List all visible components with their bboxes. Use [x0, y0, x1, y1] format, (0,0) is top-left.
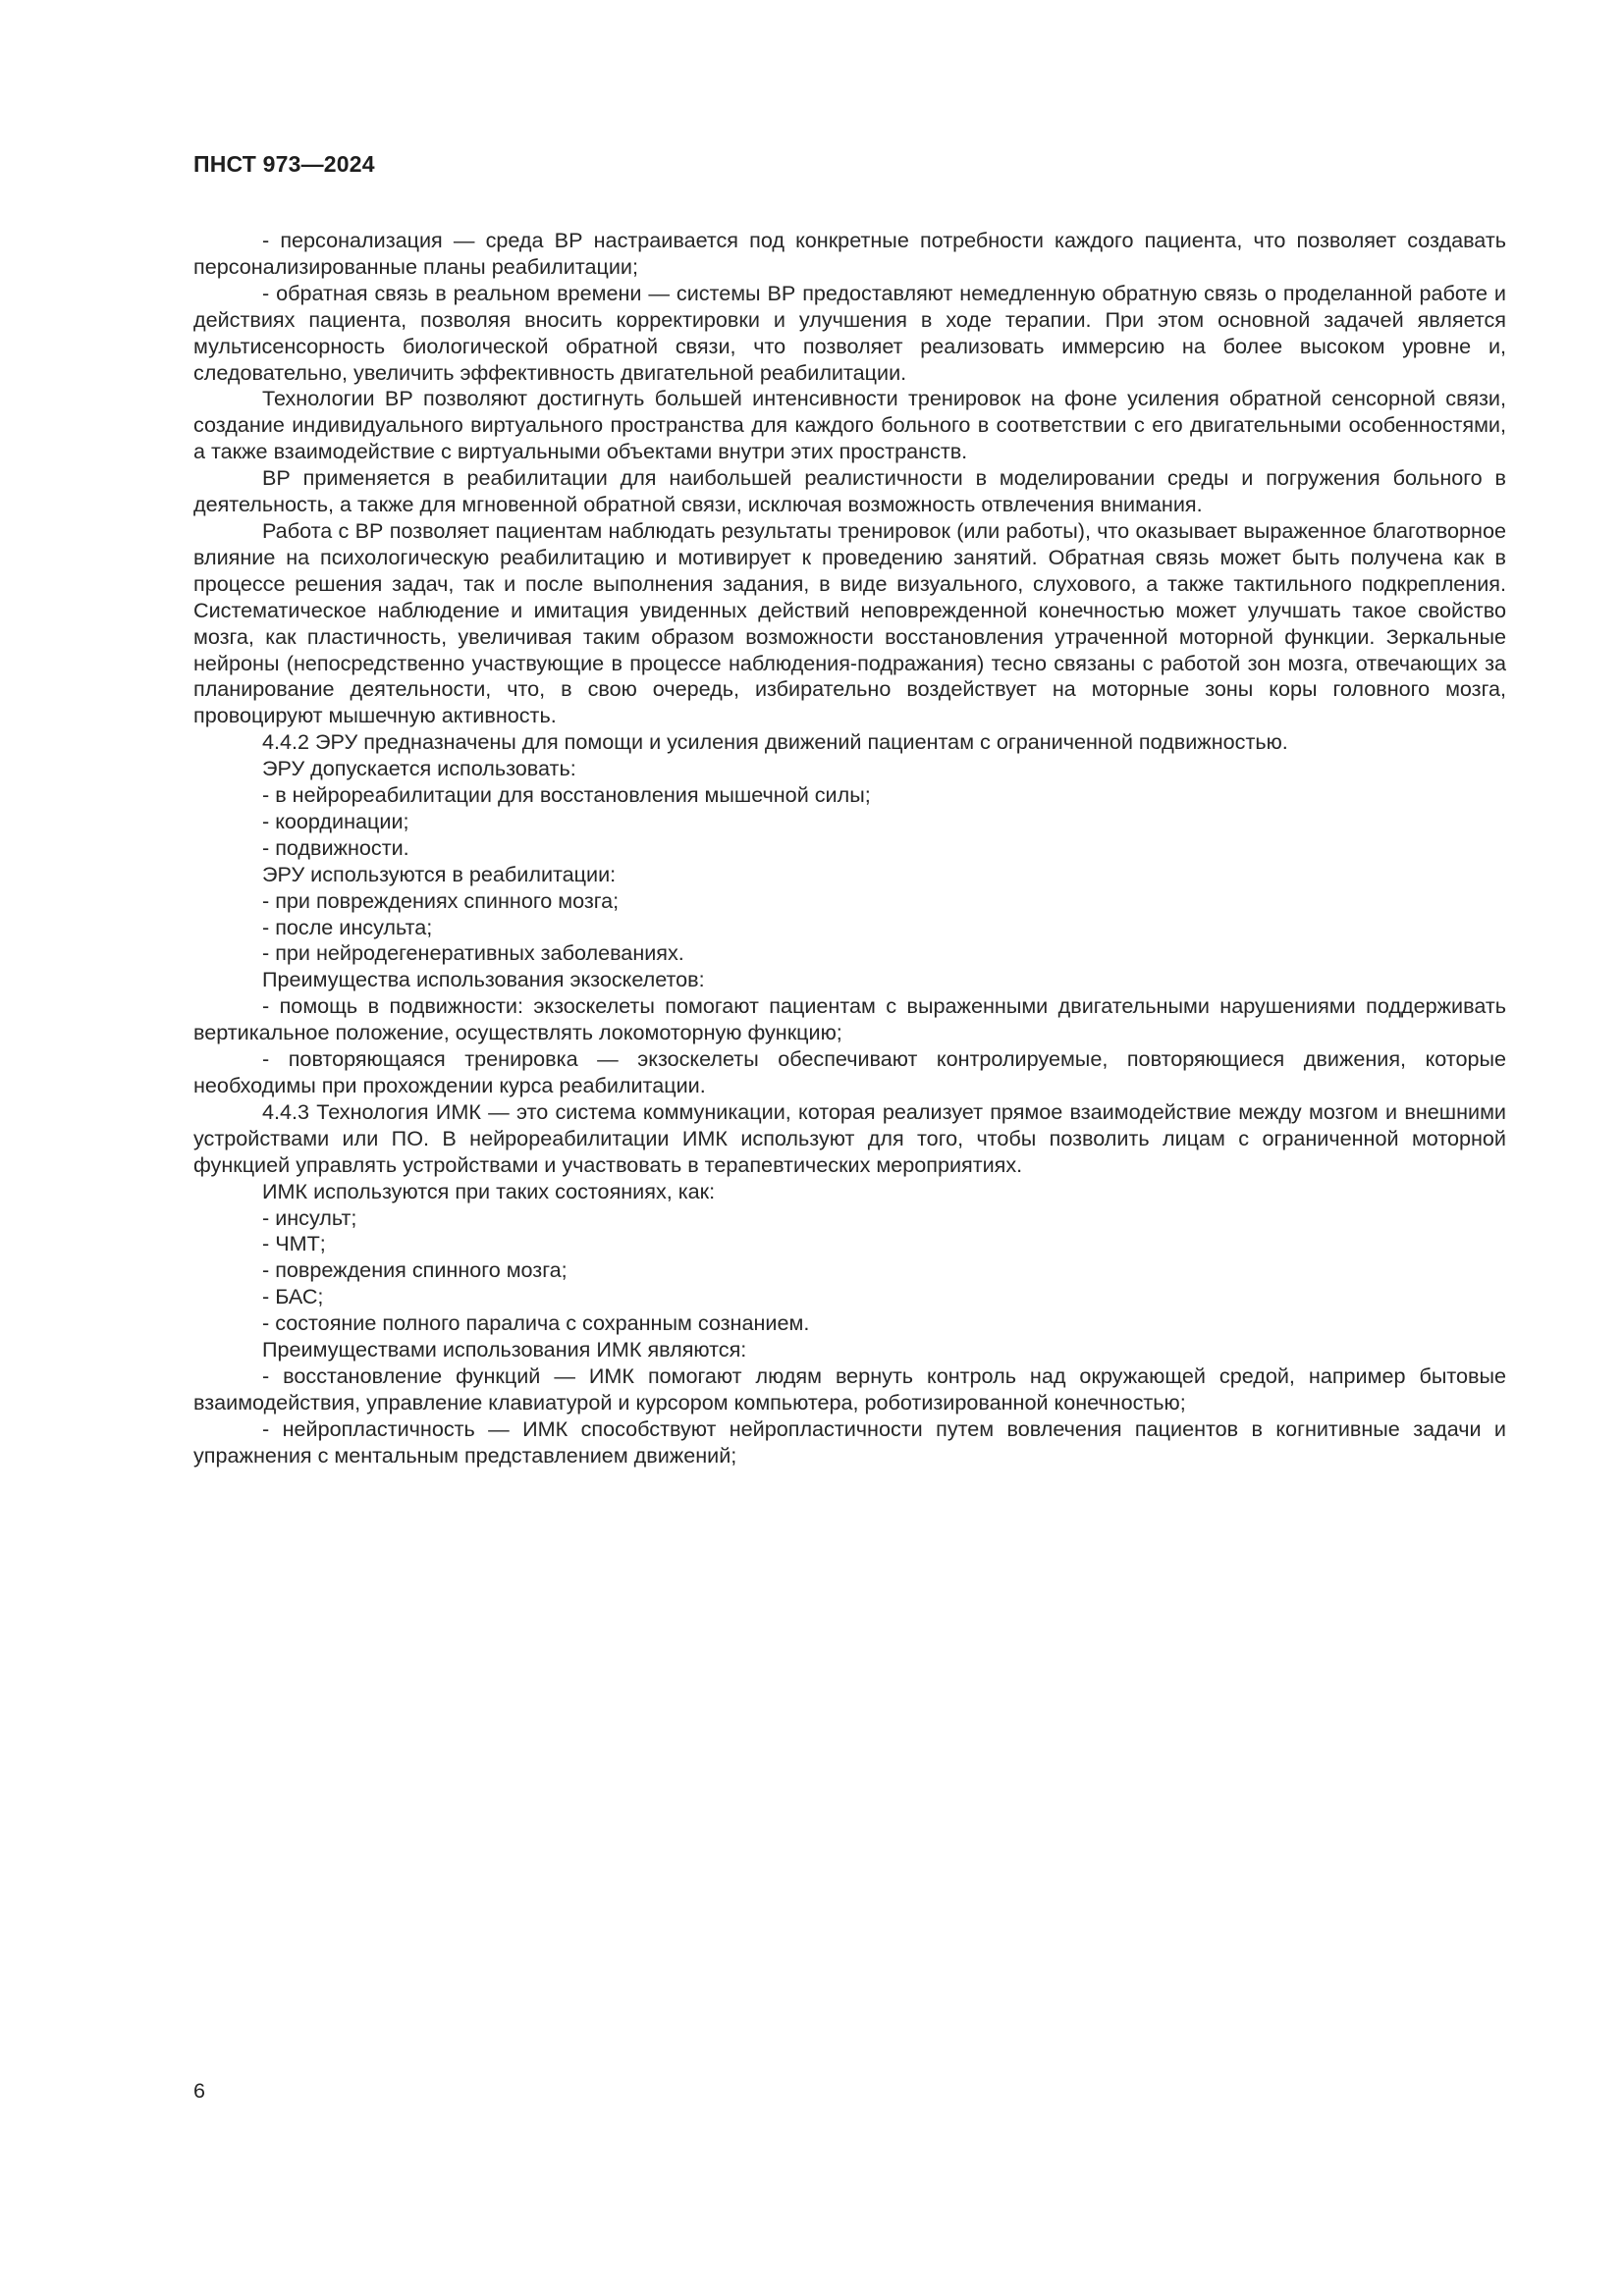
text-line: - повреждения спинного мозга;	[262, 1257, 568, 1283]
text-line: - состояние полного паралича с сохранным сознанием.	[262, 1310, 810, 1336]
list-item: - персонализация — среда ВР настраивается под конкретные потребности каждого пациента, что позволяет создавать персонализированные планы реабилитации;	[193, 228, 1506, 279]
text-line: ЭРУ используются в реабилитации:	[262, 861, 617, 886]
list-item: - восстановление функций — ИМК помогают людям вернуть контроль над окружающей средой, например бытовые взаимодействия, управление клавиатурой и курсором компьютера, роботизированной конечностью;	[193, 1362, 1506, 1415]
paragraph: Технологии ВР позволяют достигнуть большей интенсивности тренировок на фоне усиления обратной сенсорной связи, создание индивидуального виртуального пространства для каждого больного в соответствии с его двигательными особенностями, а также взаимодействие с виртуальными объектами внутри этих пространств.	[193, 386, 1506, 464]
text-line: ИМК используются при таких состояниях, как:	[262, 1178, 716, 1203]
text-line: - при повреждениях спинного мозга;	[262, 887, 620, 913]
text-line: Преимущества использования экзоскелетов:	[262, 967, 705, 992]
paragraph: 4.4.2 ЭРУ предназначены для помощи и усиления движений пациентам с ограниченной подвижностью.	[262, 729, 1288, 755]
text-line: - инсульт;	[262, 1204, 357, 1230]
page-number: 6	[193, 2078, 206, 2103]
list-item: - помощь в подвижности: экзоскелеты помогают пациентам с выраженными двигательными нарушениями поддерживать вертикальное положение, осуществлять локомоторную функцию;	[193, 993, 1506, 1045]
text-line: - БАС;	[262, 1284, 324, 1309]
text-line: Преимуществами использования ИМК являются:	[262, 1337, 747, 1362]
text-line: - координации;	[262, 808, 409, 833]
paragraph: ВР применяется в реабилитации для наибольшей реалистичности в моделировании среды и погружения больного в деятельность, а также для мгновенной обратной связи, исключая возможность отвлечения внимания.	[193, 465, 1506, 517]
list-item: - нейропластичность — ИМК способствуют нейропластичности путем вовлечения пациентов в когнитивные задачи и упражнения с ментальным представлением движений;	[193, 1415, 1506, 1468]
document-body	[193, 228, 1506, 1469]
paragraph: 4.4.3 Технология ИМК — это система коммуникации, которая реализует прямое взаимодействие между мозгом и внешними устройствами или ПО. В нейрореабилитации ИМК используют для того, чтобы позволить лицам с ограниченной моторной функцией управлять устройствами и участвовать в терапевтических мероприятиях.	[193, 1098, 1506, 1177]
text-line: - ЧМТ;	[262, 1231, 326, 1256]
list-item: - обратная связь в реальном времени — системы ВР предоставляют немедленную обратную связь о проделанной работе и действиях пациента, позволяя вносить корректировки и улучшения в ходе терапии. При этом основной задачей является мультисенсорность биологической обратной связи, что позволяет реализовать иммерсию на более высоком уровне и, следовательно, увеличить эффективность двигательной реабилитации.	[193, 280, 1506, 385]
document-header: ПНСТ 973—2024	[193, 151, 375, 177]
text-line: ЭРУ допускается использовать:	[262, 756, 576, 781]
text-line: - после инсульта;	[262, 914, 433, 939]
text-line: - в нейрореабилитации для восстановления мышечной силы;	[262, 782, 871, 808]
list-item: - повторяющаяся тренировка — экзоскелеты обеспечивают контролируемые, повторяющиеся движения, которые необходимы при прохождении курса реабилитации.	[193, 1046, 1506, 1097]
paragraph: Работа с ВР позволяет пациентам наблюдать результаты тренировок (или работы), что оказывает выраженное благотворное влияние на психологическую реабилитацию и мотивирует к проведению занятий. Обратная связь может быть получена как в процессе решения задач, так и после выполнения задания, в виде визуального, слухового, а также тактильного подкрепления. Систематическое наблюдение и имитация увиденных действий неповрежденной конечностью может улучшать такое свойство мозга, как пластичность, увеличивая таким образом возможности восстановления утраченной моторной функции. Зеркальные нейроны (непосредственно участвующие в процессе наблюдения-подражания) тесно связаны с работой зон мозга, отвечающих за планирование деятельности, что, в свою очередь, избирательно воздействует на моторные зоны коры головного мозга, провоцируют мышечную активность.	[193, 517, 1506, 728]
text-line: - при нейродегенеративных заболеваниях.	[262, 940, 684, 966]
text-line: - подвижности.	[262, 834, 409, 860]
